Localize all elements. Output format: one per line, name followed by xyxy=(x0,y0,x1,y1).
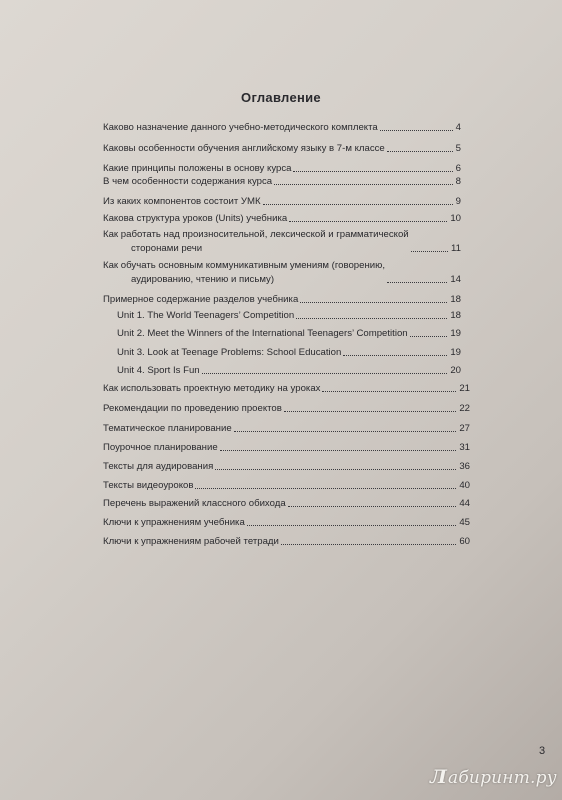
leader-dots xyxy=(247,525,457,526)
toc-entry-label: Тематическое планирование xyxy=(103,423,232,434)
leader-dots xyxy=(411,251,448,252)
toc-entry-label-line: Как работать над произносительной, лексической и грамматической xyxy=(103,229,409,240)
toc-entry-label: Unit 2. Meet the Winners of the International Teenagers’ Competition xyxy=(117,328,408,339)
toc-entry[interactable] xyxy=(103,383,470,395)
leader-dots xyxy=(202,373,448,374)
leader-dots xyxy=(195,488,456,489)
toc-entry[interactable] xyxy=(103,143,461,155)
leader-dots xyxy=(387,282,447,283)
toc-title: Оглавление xyxy=(241,90,321,105)
toc-entry-page: 60 xyxy=(459,536,470,547)
leader-dots xyxy=(263,204,453,205)
toc-entry-page: 10 xyxy=(450,213,461,224)
toc-entry[interactable] xyxy=(103,423,470,435)
toc-entry-page: 40 xyxy=(459,480,470,491)
toc-entry-label: Какие принципы положены в основу курса xyxy=(103,163,292,174)
toc-entry-page: 9 xyxy=(455,196,461,207)
toc-entry-label-line: аудированию, чтению и письму) xyxy=(131,274,275,285)
toc-entry-label: В чем особенности содержания курса xyxy=(103,176,273,187)
toc-entry[interactable] xyxy=(103,260,461,286)
toc-entry[interactable] xyxy=(103,403,470,415)
toc-entry[interactable] xyxy=(103,196,461,208)
toc-entry-label: Каковы особенности обучения английскому языку в 7-м классе xyxy=(103,143,385,154)
leader-dots xyxy=(289,221,447,222)
leader-dots xyxy=(296,318,447,319)
leader-dots xyxy=(343,355,447,356)
toc-entry-page: 18 xyxy=(450,310,461,321)
toc-entry-page: 31 xyxy=(459,442,470,453)
toc-entry-page: 22 xyxy=(459,403,470,414)
toc-entry-label: Ключи к упражнениям учебника xyxy=(103,517,245,528)
toc-entry[interactable] xyxy=(103,461,470,473)
leader-dots xyxy=(288,506,457,507)
page-number: 3 xyxy=(539,745,546,757)
toc-entry-page: 36 xyxy=(459,461,470,472)
leader-dots xyxy=(293,171,452,172)
toc-entry-page: 6 xyxy=(455,163,461,174)
toc-entry-label: Рекомендации по проведению проектов xyxy=(103,403,282,414)
toc-entry-label: Как использовать проектную методику на уроках xyxy=(103,383,321,394)
toc-entry-label: Ключи к упражнениям рабочей тетради xyxy=(103,536,279,547)
toc-entry-page: 21 xyxy=(459,383,470,394)
toc-entry[interactable] xyxy=(117,347,461,359)
toc-entry-page: 27 xyxy=(459,423,470,434)
toc-entry-page: 44 xyxy=(459,498,470,509)
leader-dots xyxy=(215,469,456,470)
watermark-mark: Л xyxy=(430,766,448,788)
watermark-text: абиринт.ру xyxy=(448,768,557,788)
leader-dots xyxy=(281,544,456,545)
leader-dots xyxy=(274,184,453,185)
leader-dots xyxy=(387,151,453,152)
toc-entry-label: Перечень выражений классного обихода xyxy=(103,498,286,509)
toc-entry[interactable] xyxy=(103,176,461,188)
toc-entry-label: Поурочное планирование xyxy=(103,442,218,453)
toc-entry-page: 5 xyxy=(455,143,461,154)
toc-entry-page: 45 xyxy=(459,517,470,528)
toc-entry-label: Unit 4. Sport Is Fun xyxy=(117,365,200,376)
toc-entry-page: 11 xyxy=(451,243,461,254)
toc-entry[interactable] xyxy=(103,229,461,255)
toc-entry[interactable] xyxy=(117,365,461,377)
toc-entry[interactable] xyxy=(103,442,470,454)
toc-entry-label-line: сторонами речи xyxy=(131,243,203,254)
toc-entry-label: Unit 1. The World Teenagers’ Competition xyxy=(117,310,295,321)
toc-entry-label: Тексты видеоуроков xyxy=(103,480,194,491)
toc-entry-page: 19 xyxy=(450,328,461,339)
toc-entry[interactable] xyxy=(103,122,461,134)
toc-entry[interactable] xyxy=(117,328,461,340)
toc-entry-page: 18 xyxy=(450,294,461,305)
toc-entry-label-line: Как обучать основным коммуникативным умениям (говорению, xyxy=(103,260,385,271)
toc-entry-page: 8 xyxy=(455,176,461,187)
toc-entry-label: Примерное содержание разделов учебника xyxy=(103,294,299,305)
watermark-logo xyxy=(430,766,557,788)
toc-entry-label: Тексты для аудирования xyxy=(103,461,214,472)
toc-entry[interactable] xyxy=(117,310,461,322)
toc-entry-label: Какова структура уроков (Units) учебника xyxy=(103,213,288,224)
toc-entry[interactable] xyxy=(103,517,470,529)
toc-entry-page: 14 xyxy=(450,274,461,285)
toc-entry-label: Из каких компонентов состоит УМК xyxy=(103,196,261,207)
leader-dots xyxy=(410,336,448,337)
toc-entry[interactable] xyxy=(103,536,470,548)
leader-dots xyxy=(284,411,456,412)
leader-dots xyxy=(322,391,456,392)
leader-dots xyxy=(380,130,453,131)
toc-entry-page: 20 xyxy=(450,365,461,376)
toc-entry[interactable] xyxy=(103,213,461,225)
toc-entry-page: 4 xyxy=(455,122,461,133)
toc-entry[interactable] xyxy=(103,294,461,306)
toc-entry-page: 19 xyxy=(450,347,461,358)
toc-entry-label: Unit 3. Look at Teenage Problems: School Education xyxy=(117,347,342,358)
toc-entry[interactable] xyxy=(103,498,470,510)
leader-dots xyxy=(300,302,447,303)
toc-entry[interactable] xyxy=(103,163,461,175)
toc-entry-label: Каково назначение данного учебно-методического комплекта xyxy=(103,122,378,133)
toc-entry[interactable] xyxy=(103,480,470,492)
leader-dots xyxy=(234,431,457,432)
leader-dots xyxy=(220,450,457,451)
